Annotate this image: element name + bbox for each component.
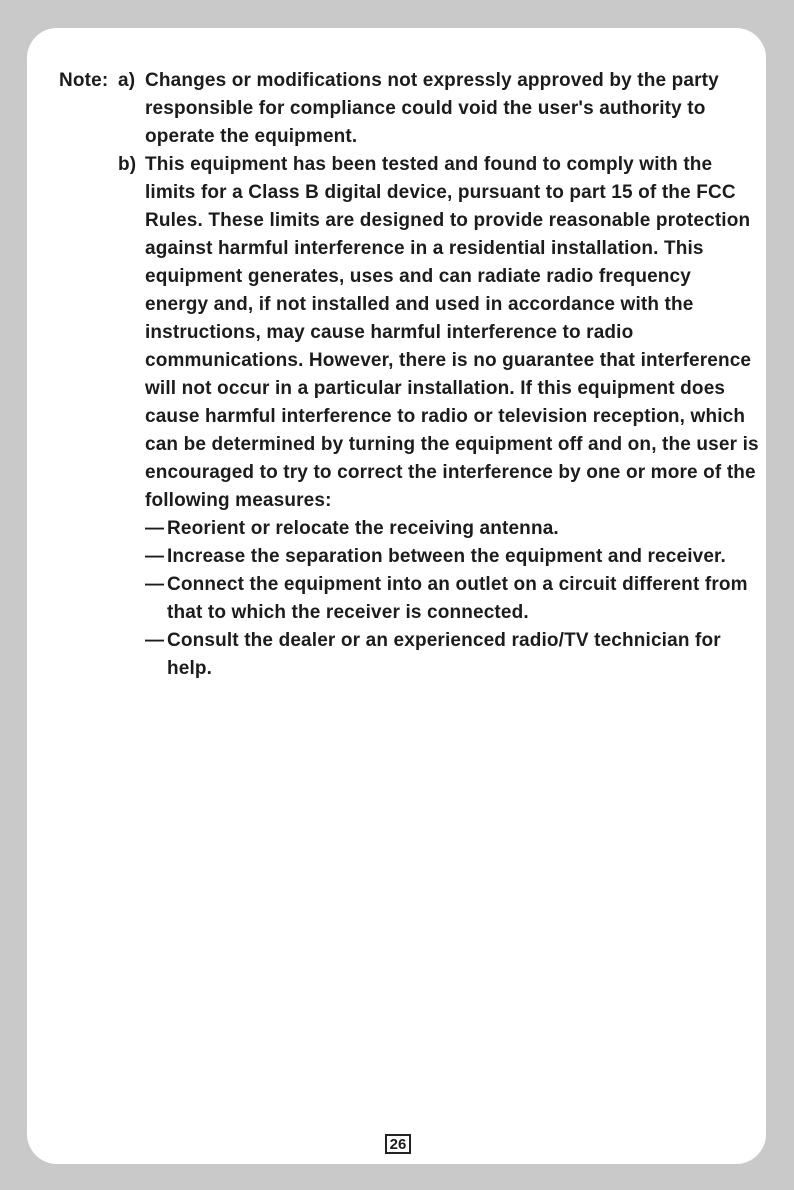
- measure-text: Increase the separation between the equipment and receiver.: [167, 546, 726, 567]
- measure-item: [145, 515, 759, 543]
- measure-item: [145, 543, 759, 571]
- page-number: 26: [385, 1134, 411, 1154]
- measure-item: [145, 627, 759, 683]
- measure-dash: —: [145, 546, 165, 567]
- note-item-a: [59, 67, 759, 151]
- note-item-text: Changes or modifications not expressly approved by the party responsible for compliance could void the user's authority to operate the equipment.: [145, 70, 719, 147]
- measure-item: [145, 571, 759, 627]
- fcc-note-block: [59, 67, 759, 683]
- measure-dash: —: [145, 518, 165, 539]
- measure-text: Consult the dealer or an experienced radio/TV technician for help.: [167, 630, 721, 679]
- note-item-letter: a): [118, 70, 136, 91]
- measure-text: Connect the equipment into an outlet on a circuit different from that to which the receiver is connected.: [167, 574, 748, 623]
- measure-text: Reorient or relocate the receiving antenna.: [167, 518, 559, 539]
- measure-dash: —: [145, 574, 165, 595]
- measures-list: [145, 515, 759, 683]
- note-item-text: This equipment has been tested and found to comply with the limits for a Class B digital device, pursuant to part 15 of the FCC Rules. These limits are designed to provide reasonable protection against harmful interference in a residential installation. This equipment generates, uses and can radiate radio frequency energy and, if not installed and used in accordance with the instructions, may cause harmful interference to radio communications. However, there is no guarantee that interference will not occur in a particular installation. If this equipment does cause harmful interference to radio or television reception, which can be determined by turning the equipment off and on, the user is encouraged to try to correct the interference by one or more of the following measures:: [145, 154, 759, 511]
- measure-dash: —: [145, 630, 165, 651]
- note-item-letter: b): [118, 154, 137, 175]
- note-item-b: [59, 151, 759, 515]
- note-label: Note:: [59, 70, 109, 91]
